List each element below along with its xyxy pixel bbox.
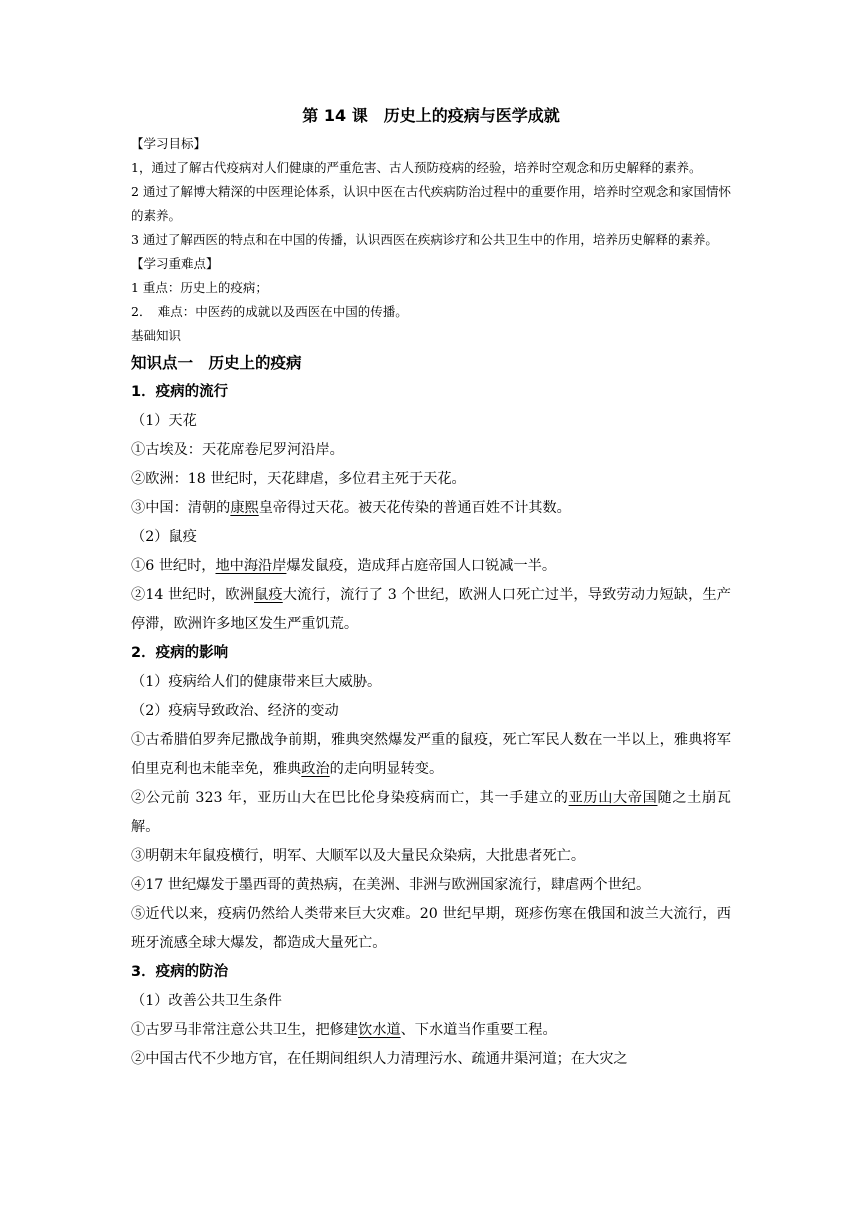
prevention-item-1: ①古罗马非常注意公共卫生，把修建饮水道、下水道当作重要工程。 [131,1022,557,1038]
impact-item-1: ①古希腊伯罗奔尼撒战争前期，雅典突然爆发严重的鼠疫，死亡军民人数在一半以上，雅典将军伯里克利也未能幸免，雅典政治的走向明显转变。 [131,732,731,777]
document-page [131,100,731,1074]
impact-item-health: （1）疫病给人们的健康带来巨大威胁。 [131,674,382,690]
underlined-term: 饮水道 [358,1022,401,1038]
smallpox-heading: （1）天花 [131,413,197,429]
smallpox-item-egypt: ①古埃及：天花席卷尼罗河沿岸。 [131,442,344,458]
plague-item-2: ②14 世纪时，欧洲鼠疫大流行，流行了 3 个世纪，欧洲人口死亡过半，导致劳动力短缺，生产停滞，欧洲许多地区发生严重饥荒。 [131,587,731,632]
objective-item-2: 2 通过了解博大精深的中医理论体系，认识中医在古代疾病防治过程中的重要作用，培养时空观念和家国情怀的素养。 [131,184,731,223]
underlined-term: 地中海沿岸 [215,558,287,574]
objective-item-1: 1，通过了解古代疫病对人们健康的严重危害、古人预防疫病的经验，培养时空观念和历史解释的素养。 [131,160,702,175]
lesson-title: 第 14 课 历史上的疫病与医学成就 [302,106,560,125]
objectives-heading: 【学习目标】 [131,136,207,151]
impact-item-3: ③明朝末年鼠疫横行，明军、大顺军以及大量民众染病，大批患者死亡。 [131,848,586,864]
smallpox-item-europe: ②欧洲：18 世纪时，天花肆虐，多位君主死于天花。 [131,471,466,487]
key-point-item-2: 2． 难点：中医药的成就以及西医在中国的传播。 [131,304,408,319]
underlined-term: 政治 [301,761,330,777]
impact-item-5: ⑤近代以来，疫病仍然给人类带来巨大灾难。20 世纪早期，斑疹伤寒在俄国和波兰大流行，西班牙流感全球大爆发，都造成大量死亡。 [131,906,731,951]
smallpox-item-china: ③中国：清朝的康熙皇帝得过天花。被天花传染的普通百姓不计其数。 [131,500,571,516]
impact-item-2: ②公元前 323 年，亚历山大在巴比伦身染疫病而亡，其一手建立的亚历山大帝国随之土崩瓦解。 [131,790,731,835]
plague-heading: （2）鼠疫 [131,529,197,545]
subsection-heading-prevention: 3．疫病的防治 [131,964,229,980]
subsection-heading-impact: 2．疫病的影响 [131,645,229,661]
subsection-heading-spread: 1．疫病的流行 [131,384,229,400]
basic-knowledge-label: 基础知识 [131,328,182,343]
prevention-item-2: ②中国古代不少地方官，在任期间组织人力清理污水、疏通井渠河道；在大灾之 [131,1051,628,1067]
key-points-heading: 【学习重难点】 [131,256,219,271]
section-heading: 知识点一 历史上的疫病 [131,354,302,372]
prevention-heading: （1）改善公共卫生条件 [131,993,282,1009]
key-point-item-1: 1 重点：历史上的疫病； [131,280,268,295]
underlined-term: 亚历山大帝国 [568,790,658,806]
underlined-term: 康熙 [230,500,259,516]
impact-item-4: ④17 世纪爆发于墨西哥的黄热病，在美洲、非洲与欧洲国家流行，肆虐两个世纪。 [131,877,651,893]
plague-item-1: ①6 世纪时，地中海沿岸爆发鼠疫，造成拜占庭帝国人口锐减一半。 [131,558,557,574]
objective-item-3: 3 通过了解西医的特点和在中国的传播，认识西医在疾病诊疗和公共卫生中的作用，培养历史解释的素养。 [131,232,718,247]
underlined-term: 鼠疫 [254,587,283,603]
impact-politics-heading: （2）疫病导致政治、经济的变动 [131,703,339,719]
